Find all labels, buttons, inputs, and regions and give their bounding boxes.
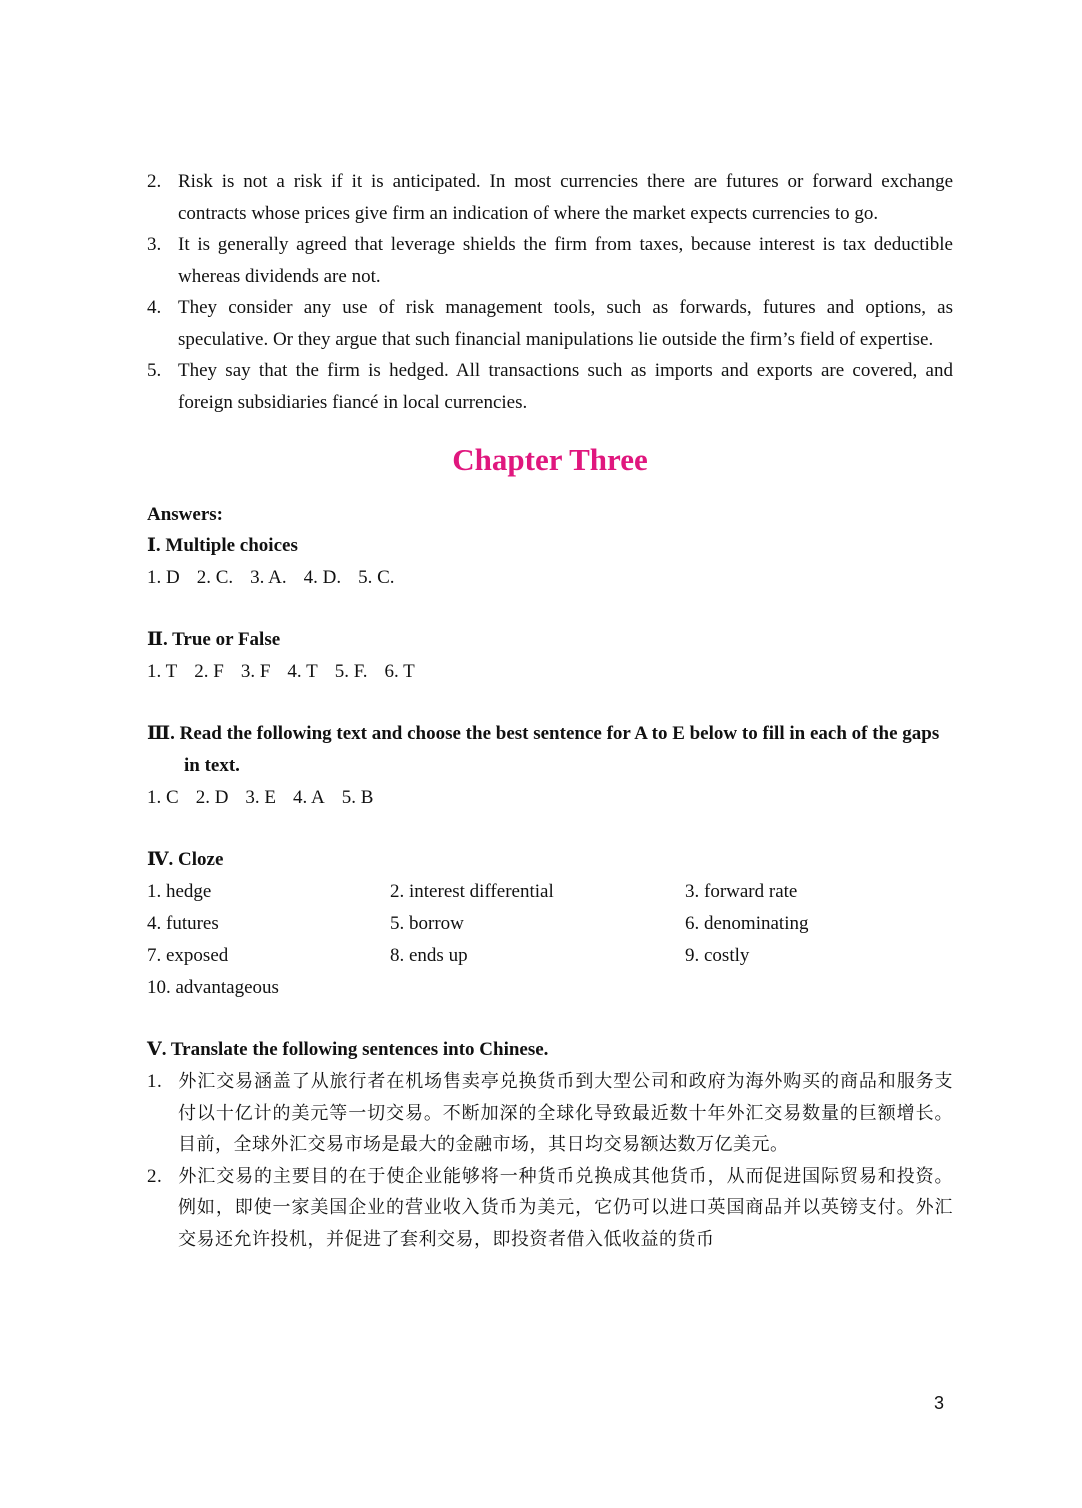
- answer-item: 8. ends up: [390, 945, 468, 966]
- answer-item: 2. interest differential: [390, 881, 554, 902]
- answer-item: 1. C: [147, 787, 179, 808]
- answer-item: 2. C.: [196, 567, 234, 588]
- answer-item: 10. advantageous: [147, 977, 279, 998]
- intro-list: [147, 166, 953, 418]
- document-body: [147, 166, 953, 1255]
- list-item: 2. Risk is not a risk if it is anticipated. In most currencies there are futures or forward exchange contracts whose prices give firm an indication of where the market expects currencies to go.: [147, 171, 953, 224]
- list-item: 1. 外汇交易涵盖了从旅行者在机场售卖亭兑换货币到大型公司和政府为海外购买的商品和服务支付以十亿计的美元等一切交易。不断加深的全球化导致最近数十年外汇交易数量的巨额增长。目前，全球外汇交易市场是最大的金融市场，其日均交易额达数万亿美元。: [147, 1071, 953, 1155]
- list-item: 5. They say that the firm is hedged. All transactions such as imports and exports are covered, and foreign subsidiaries fiancé in local currencies.: [147, 360, 953, 413]
- cloze-answers: [147, 876, 953, 1004]
- answer-item: 2. F: [194, 661, 224, 682]
- section-1-answers: [147, 562, 953, 594]
- answer-item: 5. C.: [358, 567, 395, 588]
- section-4-title: Ⅳ. Cloze: [147, 849, 224, 870]
- section-2-title: Ⅱ. True or False: [147, 629, 281, 650]
- answer-item: 1. D: [147, 567, 180, 588]
- answer-item: 4. A: [293, 787, 325, 808]
- answer-item: 5. B: [341, 787, 374, 808]
- section-1-title: Ⅰ. Multiple choices: [147, 535, 298, 556]
- list-item: 2. 外汇交易的主要目的在于使企业能够将一种货币兑换成其他货币，从而促进国际贸易和投资。例如，即使一家美国企业的营业收入货币为美元，它仍可以进口英国商品并以英镑支付。外汇交易还允许投机，并促进了套利交易，即投资者借入低收益的货币: [147, 1165, 953, 1250]
- answer-item: 5. borrow: [390, 913, 464, 934]
- translation-list: [147, 1066, 953, 1255]
- answer-item: 3. E: [245, 787, 277, 808]
- answer-item: 7. exposed: [147, 945, 229, 966]
- answer-item: 6. denominating: [685, 913, 809, 934]
- answer-item: 6. T: [384, 661, 415, 682]
- answer-item: 3. F: [240, 661, 271, 682]
- list-item: 3. It is generally agreed that leverage shields the firm from taxes, because interest is tax deductible whereas dividends are not.: [147, 234, 953, 287]
- section-3-title: Ⅲ. Read the following text and choose the best sentence for A to E below to fill in each of the gaps in text.: [147, 723, 940, 776]
- answer-item: 9. costly: [685, 945, 750, 966]
- page-number: 3: [934, 1393, 945, 1413]
- answer-item: 4. T: [287, 661, 318, 682]
- answer-item: 4. D.: [303, 567, 342, 588]
- chapter-title: Chapter Three: [452, 442, 648, 477]
- answers-label: Answers:: [147, 504, 223, 525]
- answer-item: 2. D: [195, 787, 229, 808]
- answer-item: 5. F.: [334, 661, 368, 682]
- section-2-answers: [147, 656, 953, 688]
- answer-item: 3. A.: [250, 567, 287, 588]
- section-3-answers: [147, 782, 953, 814]
- answer-item: 1. T: [147, 661, 178, 682]
- answer-item: 1. hedge: [147, 881, 212, 902]
- section-5-title: Ⅴ. Translate the following sentences into Chinese.: [147, 1039, 549, 1060]
- answer-item: 3. forward rate: [685, 881, 798, 902]
- answer-item: 4. futures: [147, 913, 219, 934]
- list-item: 4. They consider any use of risk management tools, such as forwards, futures and options, as speculative. Or they argue that such financial manipulations lie outside the firm’s field of expertise.: [147, 297, 953, 350]
